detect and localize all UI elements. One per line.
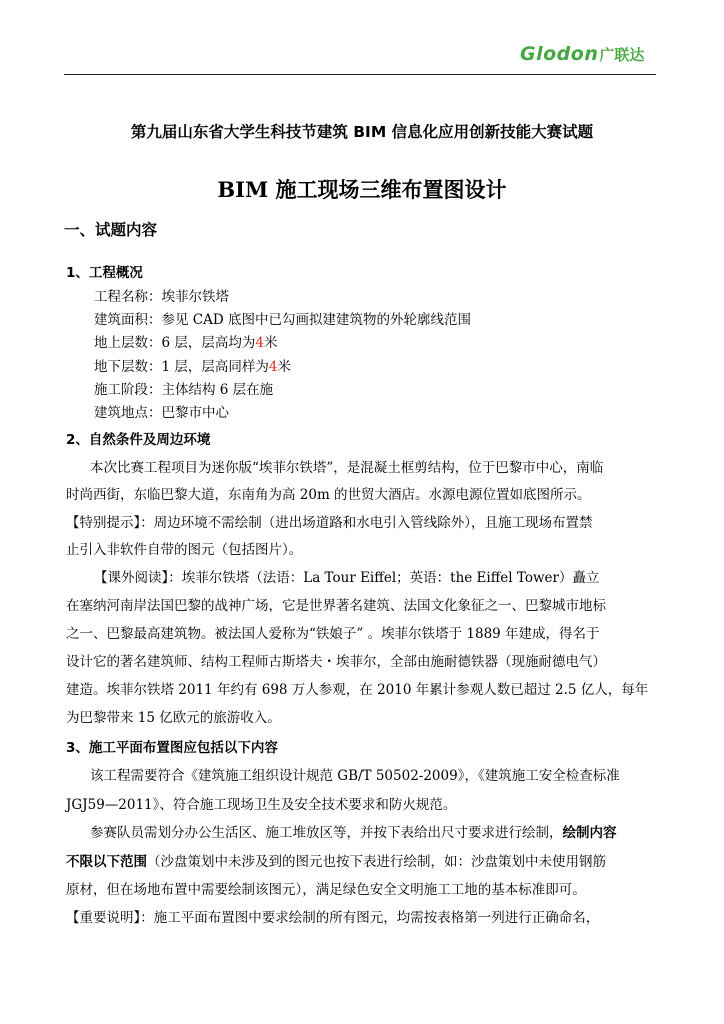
glodon-logo bbox=[520, 42, 644, 66]
paragraph-line: JGJ59—2011》、符合施工现场卫生及安全技术要求和防火规范。 bbox=[66, 797, 457, 813]
info-above-ground-floors bbox=[94, 331, 277, 351]
text-span: （沙盘策划中未涉及到的图元也按下表进行绘制，如：沙盘策划中未使用钢筋 bbox=[147, 854, 606, 870]
subheading-project-overview: 1、工程概况 bbox=[66, 265, 143, 281]
logo-text-cn: 广联达 bbox=[599, 45, 645, 64]
paragraph-line bbox=[66, 850, 606, 870]
competition-title: 第九届山东省大学生科技节建筑 BIM 信息化应用创新技能大赛试题 bbox=[130, 123, 594, 141]
below-label: 地下层数：1 层，层高同样为 bbox=[94, 359, 269, 375]
document-title: BIM 施工现场三维布置图设计 bbox=[217, 177, 507, 202]
above-label: 地上层数：6 层，层高均为 bbox=[94, 335, 256, 351]
paragraph-line: 本次比赛工程项目为迷你版“埃菲尔铁塔”，是混凝土框剪结构，位于巴黎市中心，南临 bbox=[90, 460, 604, 476]
section-heading-1: 一、试题内容 bbox=[64, 221, 158, 239]
below-unit: 米 bbox=[277, 359, 291, 375]
info-building-area: 建筑面积：参见 CAD 底图中已勾画拟建建筑物的外轮廓线范围 bbox=[94, 312, 471, 328]
logo-text-en: Glodon bbox=[520, 43, 599, 65]
bold-span: 不限以下范围 bbox=[66, 854, 147, 870]
paragraph-line: 原材，但在场地布置中需要绘制该图元），满足绿色安全文明施工工地的基本标准即可。 bbox=[66, 882, 586, 898]
below-height-value: 4 bbox=[268, 359, 278, 375]
paragraph-line bbox=[90, 821, 617, 841]
paragraph-line: 【特别提示】：周边环境不需绘制（进出场道路和水电引入管线除外），且施工现场布置禁 bbox=[66, 515, 593, 531]
header-rule bbox=[64, 74, 656, 75]
subheading-environment: 2、自然条件及周边环境 bbox=[66, 432, 211, 448]
paragraph-line: 止引入非软件自带的图元（包括图片）。 bbox=[66, 542, 303, 558]
info-location: 建筑地点：巴黎市中心 bbox=[94, 405, 229, 421]
info-construction-stage: 施工阶段：主体结构 6 层在施 bbox=[94, 382, 274, 398]
paragraph-line: 该工程需要符合《建筑施工组织设计规范 GB/T 50502-2009》，《建筑施工安全检查标准 bbox=[90, 768, 620, 784]
subheading-site-layout: 3、施工平面布置图应包括以下内容 bbox=[66, 740, 278, 756]
bold-span: 绘制内容 bbox=[562, 825, 617, 841]
info-project-name: 工程名称：埃菲尔铁塔 bbox=[94, 289, 229, 305]
text-span: 参赛队员需划分办公生活区、施工堆放区等，并按下表给出尺寸要求进行绘制， bbox=[90, 825, 563, 841]
reading-line: 【课外阅读】：埃菲尔铁塔（法语：La Tour Eiffel；英语：the Eiffel Tower）矗立 bbox=[94, 570, 600, 586]
above-unit: 米 bbox=[263, 335, 278, 351]
info-below-ground-floors bbox=[94, 355, 291, 375]
paragraph-line: 【重要说明】：施工平面布置图中要求绘制的所有图元，均需按表格第一列进行正确命名， bbox=[66, 910, 600, 926]
reading-line: 在塞纳河南岸法国巴黎的战神广场，它是世界著名建筑、法国文化象征之一、巴黎城市地标 bbox=[66, 598, 606, 614]
reading-line: 之一、巴黎最高建筑物。被法国人爱称为“铁娘子” 。埃菲尔铁塔于 1889 年建成，得名于 bbox=[66, 626, 600, 642]
reading-line: 建造。埃菲尔铁塔 2011 年约有 698 万人参观，在 2010 年累计参观人数已超过 2.5 亿人，每年 bbox=[66, 682, 649, 698]
reading-line: 为巴黎带来 15 亿欧元的旅游收入。 bbox=[66, 710, 281, 726]
paragraph-line: 时尚西街，东临巴黎大道，东南角为高 20m 的世贸大酒店。水源电源位置如底图所示。 bbox=[66, 487, 591, 503]
above-height-value: 4 bbox=[255, 335, 264, 351]
reading-line: 设计它的著名建筑师、结构工程师古斯塔夫・埃菲尔，全部由施耐德铁器（现施耐德电气） bbox=[66, 654, 606, 670]
